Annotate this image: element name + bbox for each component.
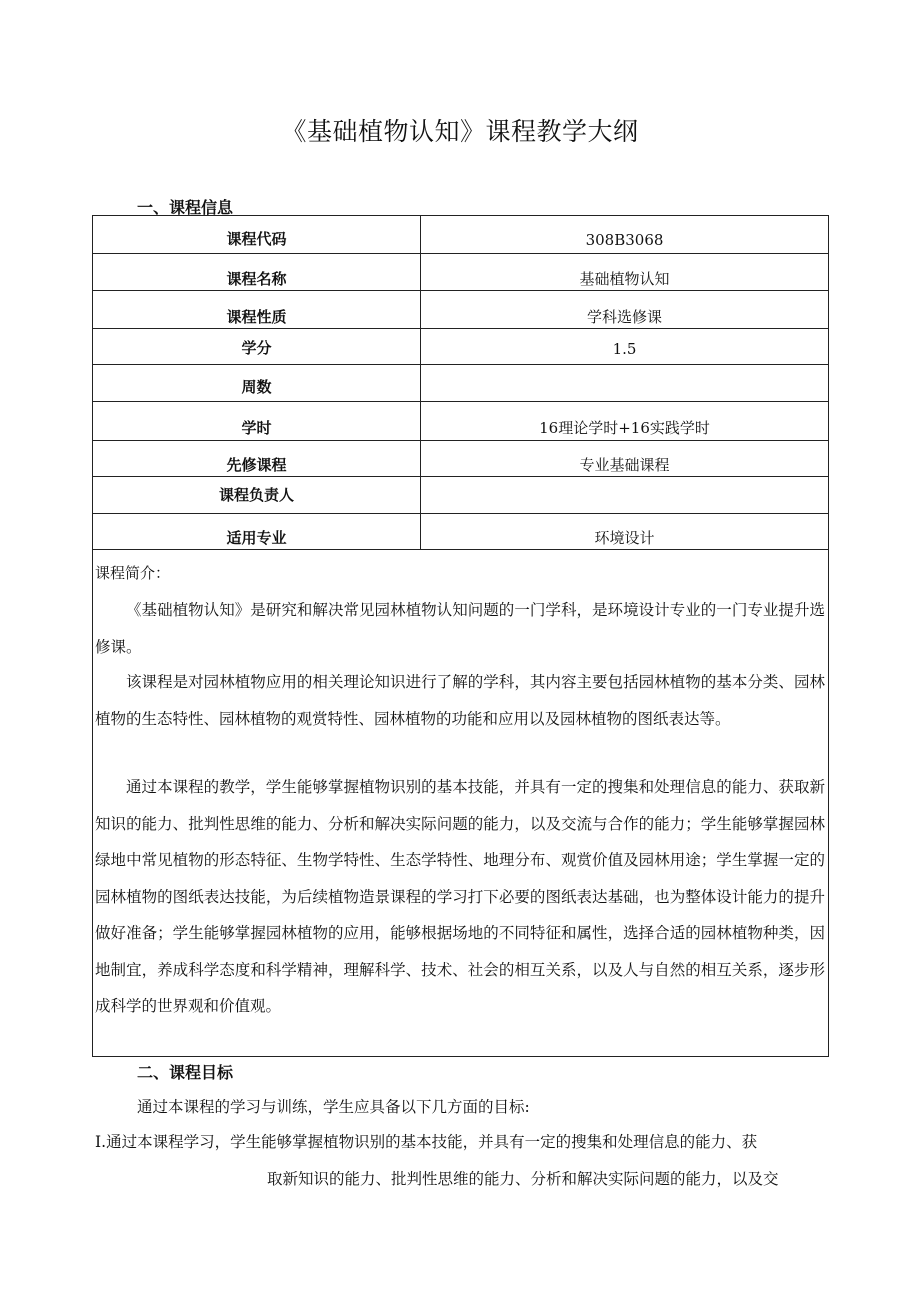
row-value: 1.5 — [421, 329, 829, 365]
row-value: 16理论学时+16实践学时 — [421, 402, 829, 441]
intro-label: 课程简介： — [95, 564, 171, 582]
list-item — [95, 1124, 828, 1197]
row-label: 先修课程 — [93, 441, 421, 477]
row-value: 专业基础课程 — [421, 441, 829, 477]
course-info-table — [92, 215, 829, 550]
row-label: 课程名称 — [93, 254, 421, 291]
table-row — [93, 477, 829, 514]
table-row — [93, 441, 829, 477]
row-value — [421, 365, 829, 402]
intro-paragraph: 该课程是对园林植物应用的相关理论知识进行了解的学科，其内容主要包括园林植物的基本分类、园林植物的生态特性、园林植物的观赏特性、园林植物的功能和应用以及园林植物的图纸表达等。 — [95, 673, 825, 728]
table-row — [93, 514, 829, 550]
row-value — [421, 477, 829, 514]
table-row — [93, 254, 829, 291]
document-title: 《基础植物认知》课程教学大纲 — [281, 117, 639, 146]
intro-paragraph: 《基础植物认知》是研究和解决常见园林植物认知问题的一门学科，是环境设计专业的一门专业提升选修课。 — [95, 601, 825, 656]
row-value: 基础植物认知 — [421, 254, 829, 291]
goals-intro: 通过本课程的学习与训练，学生应具备以下几方面的目标: — [137, 1098, 530, 1116]
section-heading-course-info: 一、课程信息 — [137, 198, 234, 217]
table-row — [93, 402, 829, 441]
row-value: 环境设计 — [421, 514, 829, 550]
row-label: 学分 — [93, 329, 421, 365]
row-label: 适用专业 — [93, 514, 421, 550]
list-marker: I. — [95, 1133, 107, 1151]
list-item-line: 通过本课程学习，学生能够掌握植物识别的基本技能，并具有一定的搜集和处理信息的能力、获 — [106, 1133, 758, 1151]
row-label: 课程代码 — [93, 216, 421, 254]
section-heading-course-goals: 二、课程目标 — [137, 1063, 234, 1082]
table-row — [93, 216, 829, 254]
row-label: 周数 — [93, 365, 421, 402]
course-intro-box — [92, 548, 829, 1057]
table-row — [93, 291, 829, 329]
row-value: 学科选修课 — [421, 291, 829, 329]
table-row — [93, 365, 829, 402]
row-value: 308B3068 — [421, 216, 829, 254]
list-item-line: 取新知识的能力、批判性思维的能力、分析和解决实际问题的能力，以及交 — [267, 1169, 779, 1188]
row-label: 课程负责人 — [93, 477, 421, 514]
intro-paragraph: 通过本课程的教学，学生能够掌握植物识别的基本技能，并具有一定的搜集和处理信息的能力、获取新知识的能力、批判性思维的能力、分析和解决实际问题的能力，以及交流与合作的能力；学生能够掌握园林绿地中常见植物的形态特征、生物学特性、生态学特性、地理分布、观赏价值及园林用途；学生掌握一定的园林植物的图纸表达技能，为后续植物造景课程的学习打下必要的图纸表达基础，也为整体设计能力的提升做好准备；学生能够掌握园林植物的应用，能够根据场地的不同特征和属性，选择合适的园林植物种类，因地制宜，养成科学态度和科学精神，理解科学、技术、社会的相互关系，以及人与自然的相互关系，逐步形成科学的世界观和价值观。 — [95, 778, 825, 1015]
row-label: 学时 — [93, 402, 421, 441]
table-row — [93, 329, 829, 365]
row-label: 课程性质 — [93, 291, 421, 329]
